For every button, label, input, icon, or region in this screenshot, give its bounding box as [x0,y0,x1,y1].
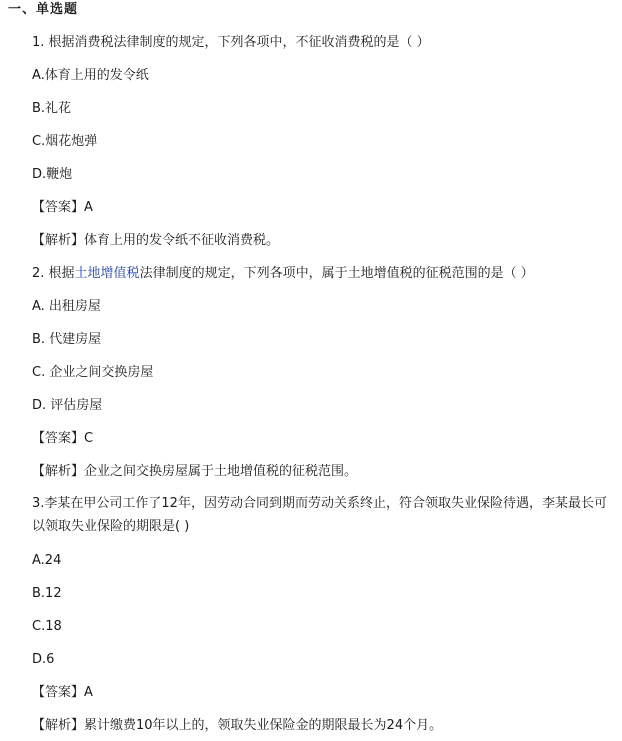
question-1-answer: 【答案】A [32,200,93,215]
question-1-option-b: B.礼花 [32,101,72,116]
question-1-option-a: A.体育上用的发令纸 [32,68,149,83]
question-2-answer: 【答案】C [32,431,94,446]
question-3-answer: 【答案】A [32,685,93,700]
section-title: 一、单选题 [8,2,79,17]
question-3-option-a: A.24 [32,553,62,568]
question-3-option-c: C.18 [32,619,62,634]
question-3-option-d: D.6 [32,652,55,667]
tudi-zengzhishui-link[interactable]: 土地增值税 [74,266,140,281]
question-2-stem [32,265,534,283]
question-3-analysis: 【解析】累计缴费10年以上的，领取失业保险金的期限最长为24个月。 [32,718,443,733]
question-1-stem: 1. 根据消费税法律制度的规定，下列各项中，不征收消费税的是（ ） [32,35,430,50]
question-2-option-c: C. 企业之间交换房屋 [32,365,154,380]
question-1-analysis: 【解析】体育上用的发令纸不征收消费税。 [32,233,280,248]
question-2-stem-suffix: 法律制度的规定，下列各项中，属于土地增值税的征税范围的是（ ） [139,266,534,281]
question-2-option-d: D. 评估房屋 [32,398,103,413]
question-2-stem-prefix: 2. 根据 [32,266,75,281]
question-2-option-b: B. 代建房屋 [32,332,102,347]
question-3-option-b: B.12 [32,586,62,601]
question-1-option-c: C.烟花炮弹 [32,134,98,149]
question-1-option-d: D.鞭炮 [32,167,73,182]
question-2-option-a: A. 出租房屋 [32,299,101,314]
question-2-analysis: 【解析】企业之间交换房屋属于土地增值税的征税范围。 [32,464,358,479]
question-3-stem: 3.李某在甲公司工作了12年，因劳动合同到期而劳动关系终止，符合领取失业保险待遇，李某最长可以领取失业保险的期限是( ) [32,496,607,534]
